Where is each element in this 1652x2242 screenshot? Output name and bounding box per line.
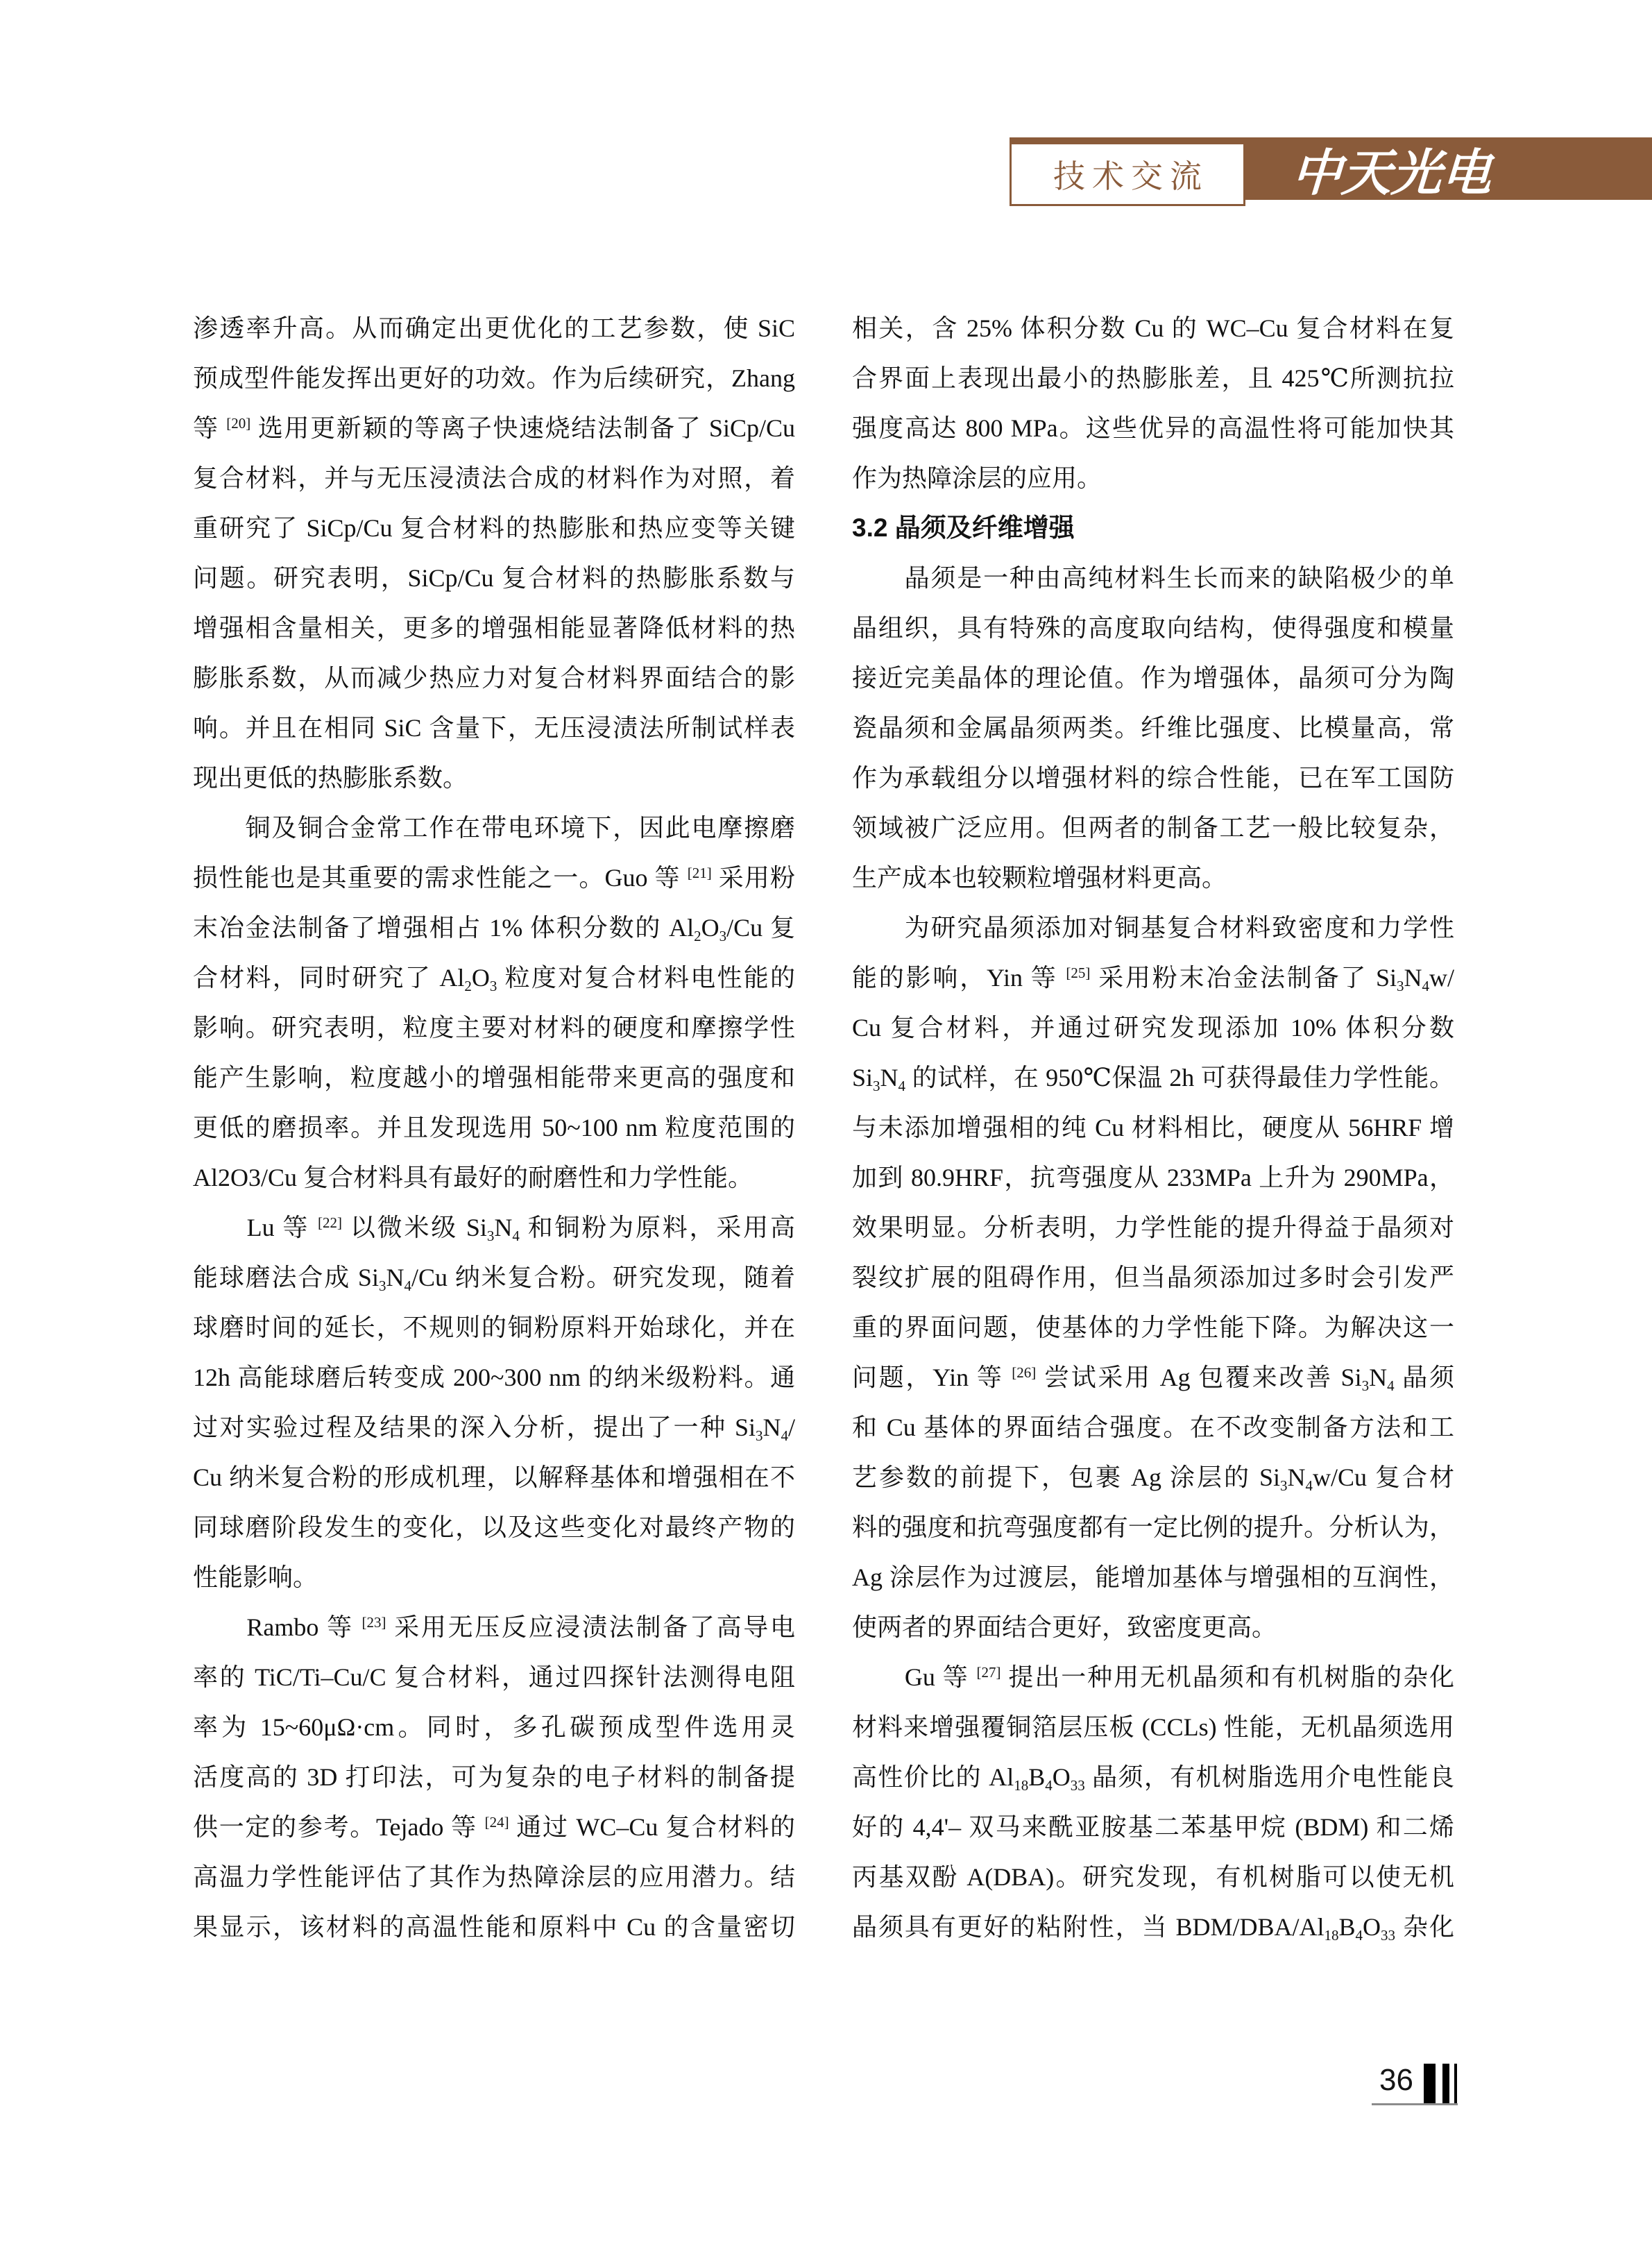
text-line: 铜及铜合金常工作在带电环境下，因此电摩擦磨 [193,814,795,842]
text-line: 好的 4,4'– 双马来酰亚胺基二苯基甲烷 (BDM) 和二烯 [852,1813,1454,1841]
text-line: 末冶金法制备了增强相占 1% 体积分数的 $Al_2O_3/Cu$ 复 [193,914,795,944]
text-line: 能球磨法合成 $Si_3N_4/Cu$ 纳米复合粉。研究发现，随着 [193,1264,796,1294]
section-label-box [1010,142,1245,206]
text-line: 合界面上表现出最小的热膨胀差，且 425℃所测抗拉 [852,364,1454,392]
text-line: 率的 TiC/Ti–Cu/C 复合材料，通过四探针法测得电阻 [193,1663,795,1691]
text-line: 晶组织，具有特殊的高度取向结构，使得强度和模量 [852,614,1454,642]
brand-logo [1292,137,1583,200]
text-line: 膨胀系数，从而减少热应力对复合材料界面结合的影 [193,664,795,692]
text-line: 率为 15~60μΩ·cm。同时，多孔碳预成型件选用灵 [193,1713,795,1741]
text-line: 损性能也是其重要的需求性能之一。Guo 等 [21] 采用粉 [193,864,795,892]
text-line: Gu 等 [27] 提出一种用无机晶须和有机树脂的杂化 [852,1663,1454,1691]
text-line: 复合材料，并与无压浸渍法合成的材料作为对照，着 [193,464,795,492]
text-line: 瓷晶须和金属晶须两类。纤维比强度、比模量高，常 [852,714,1454,742]
text-line: 活度高的 3D 打印法，可为复杂的电子材料的制备提 [193,1763,795,1791]
text-line: 晶须具有更好的粘附性，当 BDM/$DBA/Al_{18}B_4O_{33}$ 杂化 [852,1913,1454,1944]
text-line: 影响。研究表明，粒度主要对材料的硬度和摩擦学性 [193,1014,795,1042]
text-line: 过对实验过程及结果的深入分析，提出了一种 $Si_3N_4/$ [193,1413,795,1444]
page-number: 36 [1379,2063,1413,2097]
text-line: 使两者的界面结合更好，致密度更高。 [852,1613,1277,1641]
text-line: 为研究晶须添加对铜基复合材料致密度和力学性 [852,914,1454,942]
text-line: $Si_3N_4$ 的试样，在 950℃保温 2h 可获得最佳力学性能。 [852,1064,1454,1094]
text-line: 能产生影响，粒度越小的增强相能带来更高的强度和 [193,1064,795,1092]
text-line: 裂纹扩展的阻碍作用，但当晶须添加过多时会引发严 [852,1264,1454,1291]
text-line: 作为承载组分以增强材料的综合性能，已在军工国防 [852,764,1454,792]
text-line: 同球磨阶段发生的变化，以及这些变化对最终产物的 [193,1513,795,1541]
text-line: 晶须是一种由高纯材料生长而来的缺陷极少的单 [852,564,1454,592]
text-line: 高温力学性能评估了其作为热障涂层的应用潜力。结 [193,1863,795,1891]
left-column [193,303,795,1952]
text-line: Lu 等 [22] 以微米级 $Si_3N_4$ 和铜粉为原料，采用高 [193,1214,795,1244]
text-line: 果显示，该材料的高温性能和原料中 Cu 的含量密切 [193,1913,795,1941]
text-line: 性能影响。 [193,1563,318,1591]
text-line: 艺参数的前提下，包裹 Ag 涂层的 $Si_3N_4w/Cu$ 复合材 [852,1463,1454,1494]
section-heading: 3.2 晶须及纤维增强 [852,513,1075,542]
text-line: 材料来增强覆铜箔层压板 (CCLs) 性能，无机晶须选用 [852,1713,1454,1741]
footer-rule [1372,2103,1458,2105]
text-line: 料的强度和抗弯强度都有一定比例的提升。分析认为， [852,1513,1454,1541]
section-label: 技术交流 [1053,158,1209,194]
text-line: 12h 高能球磨后转变成 200~300 nm 的纳米级粉料。通 [193,1364,795,1391]
text-line: 相关，含 25% 体积分数 Cu 的 WC–Cu 复合材料在复 [852,314,1454,342]
text-line: 响。并且在相同 SiC 含量下，无压浸渍法所制试样表 [193,714,795,742]
text-line: 更低的磨损率。并且发现选用 50~100 nm 粒度范围的 [193,1114,795,1141]
brand-logo-text: 中天光电 [1290,143,1493,202]
text-line: 效果明显。分析表明，力学性能的提升得益于晶须对 [852,1214,1454,1241]
text-line: Al2O3/Cu 复合材料具有最好的耐磨性和力学性能。 [193,1164,753,1191]
text-line: 渗透率升高。从而确定出更优化的工艺参数，使 SiC [193,314,795,342]
text-line: 接近完美晶体的理论值。作为增强体，晶须可分为陶 [852,664,1454,692]
text-line: 领域被广泛应用。但两者的制备工艺一般比较复杂， [852,814,1454,842]
text-line: 球磨时间的延长，不规则的铜粉原料开始球化，并在 [193,1314,795,1341]
footer-bars-icon [1442,2064,1449,2103]
text-line: 与未添加增强相的纯 Cu 材料相比，硬度从 56HRF 增 [852,1114,1454,1141]
text-line: 强度高达 800 MPa。这些优异的高温性将可能加快其 [852,414,1454,442]
text-line: 高性价比的 $Al_{18}B_4O_{33}$ 晶须，有机树脂选用介电性能良 [852,1763,1454,1794]
footer-bars-icon [1424,2064,1436,2103]
text-line: 能的影响，Yin 等 [25] 采用粉末冶金法制备了 $Si_3N_4w/$ [852,964,1455,994]
text-line: 加到 80.9HRF，抗弯强度从 233MPa 上升为 290MPa， [852,1164,1454,1191]
text-line: 问题，Yin 等 [26] 尝试采用 Ag 包覆来改善 $Si_3N_4$ 晶须 [852,1364,1455,1394]
text-line: 和 Cu 基体的界面结合强度。在不改变制备方法和工 [852,1413,1454,1441]
footer-bars-icon [1454,2064,1457,2103]
text-line: 重研究了 SiCp/Cu 复合材料的热膨胀和热应变等关键 [193,514,795,542]
text-line: Ag 涂层作为过渡层，能增加基体与增强相的互润性， [852,1563,1454,1591]
text-line: 供一定的参考。Tejado 等 [24] 通过 WC–Cu 复合材料的 [193,1813,795,1841]
text-line: 生产成本也较颗粒增强材料更高。 [852,864,1227,892]
text-line: 等 [20] 选用更新颖的等离子快速烧结法制备了 SiCp/Cu [193,414,795,442]
text-line: Rambo 等 [23] 采用无压反应浸渍法制备了高导电 [193,1613,795,1641]
text-line: 问题。研究表明，SiCp/Cu 复合材料的热膨胀系数与 [193,564,795,592]
text-line: Cu 纳米复合粉的形成机理，以解释基体和增强相在不 [193,1463,795,1491]
text-line: 合材料，同时研究了 $Al_2O_3$ 粒度对复合材料电性能的 [193,964,795,994]
text-line: 重的界面问题，使基体的力学性能下降。为解决这一 [852,1314,1454,1341]
text-line: 预成型件能发挥出更好的功效。作为后续研究，Zhang [193,364,795,392]
text-line: Cu 复合材料，并通过研究发现添加 10% 体积分数 [852,1014,1454,1042]
text-line: 丙基双酚 A(DBA)。研究发现，有机树脂可以使无机 [852,1863,1454,1891]
text-line: 作为热障涂层的应用。 [852,464,1102,492]
text-line: 现出更低的热膨胀系数。 [193,764,468,792]
text-line: 增强相含量相关，更多的增强相能显著降低材料的热 [193,614,795,642]
right-column [852,303,1454,1952]
